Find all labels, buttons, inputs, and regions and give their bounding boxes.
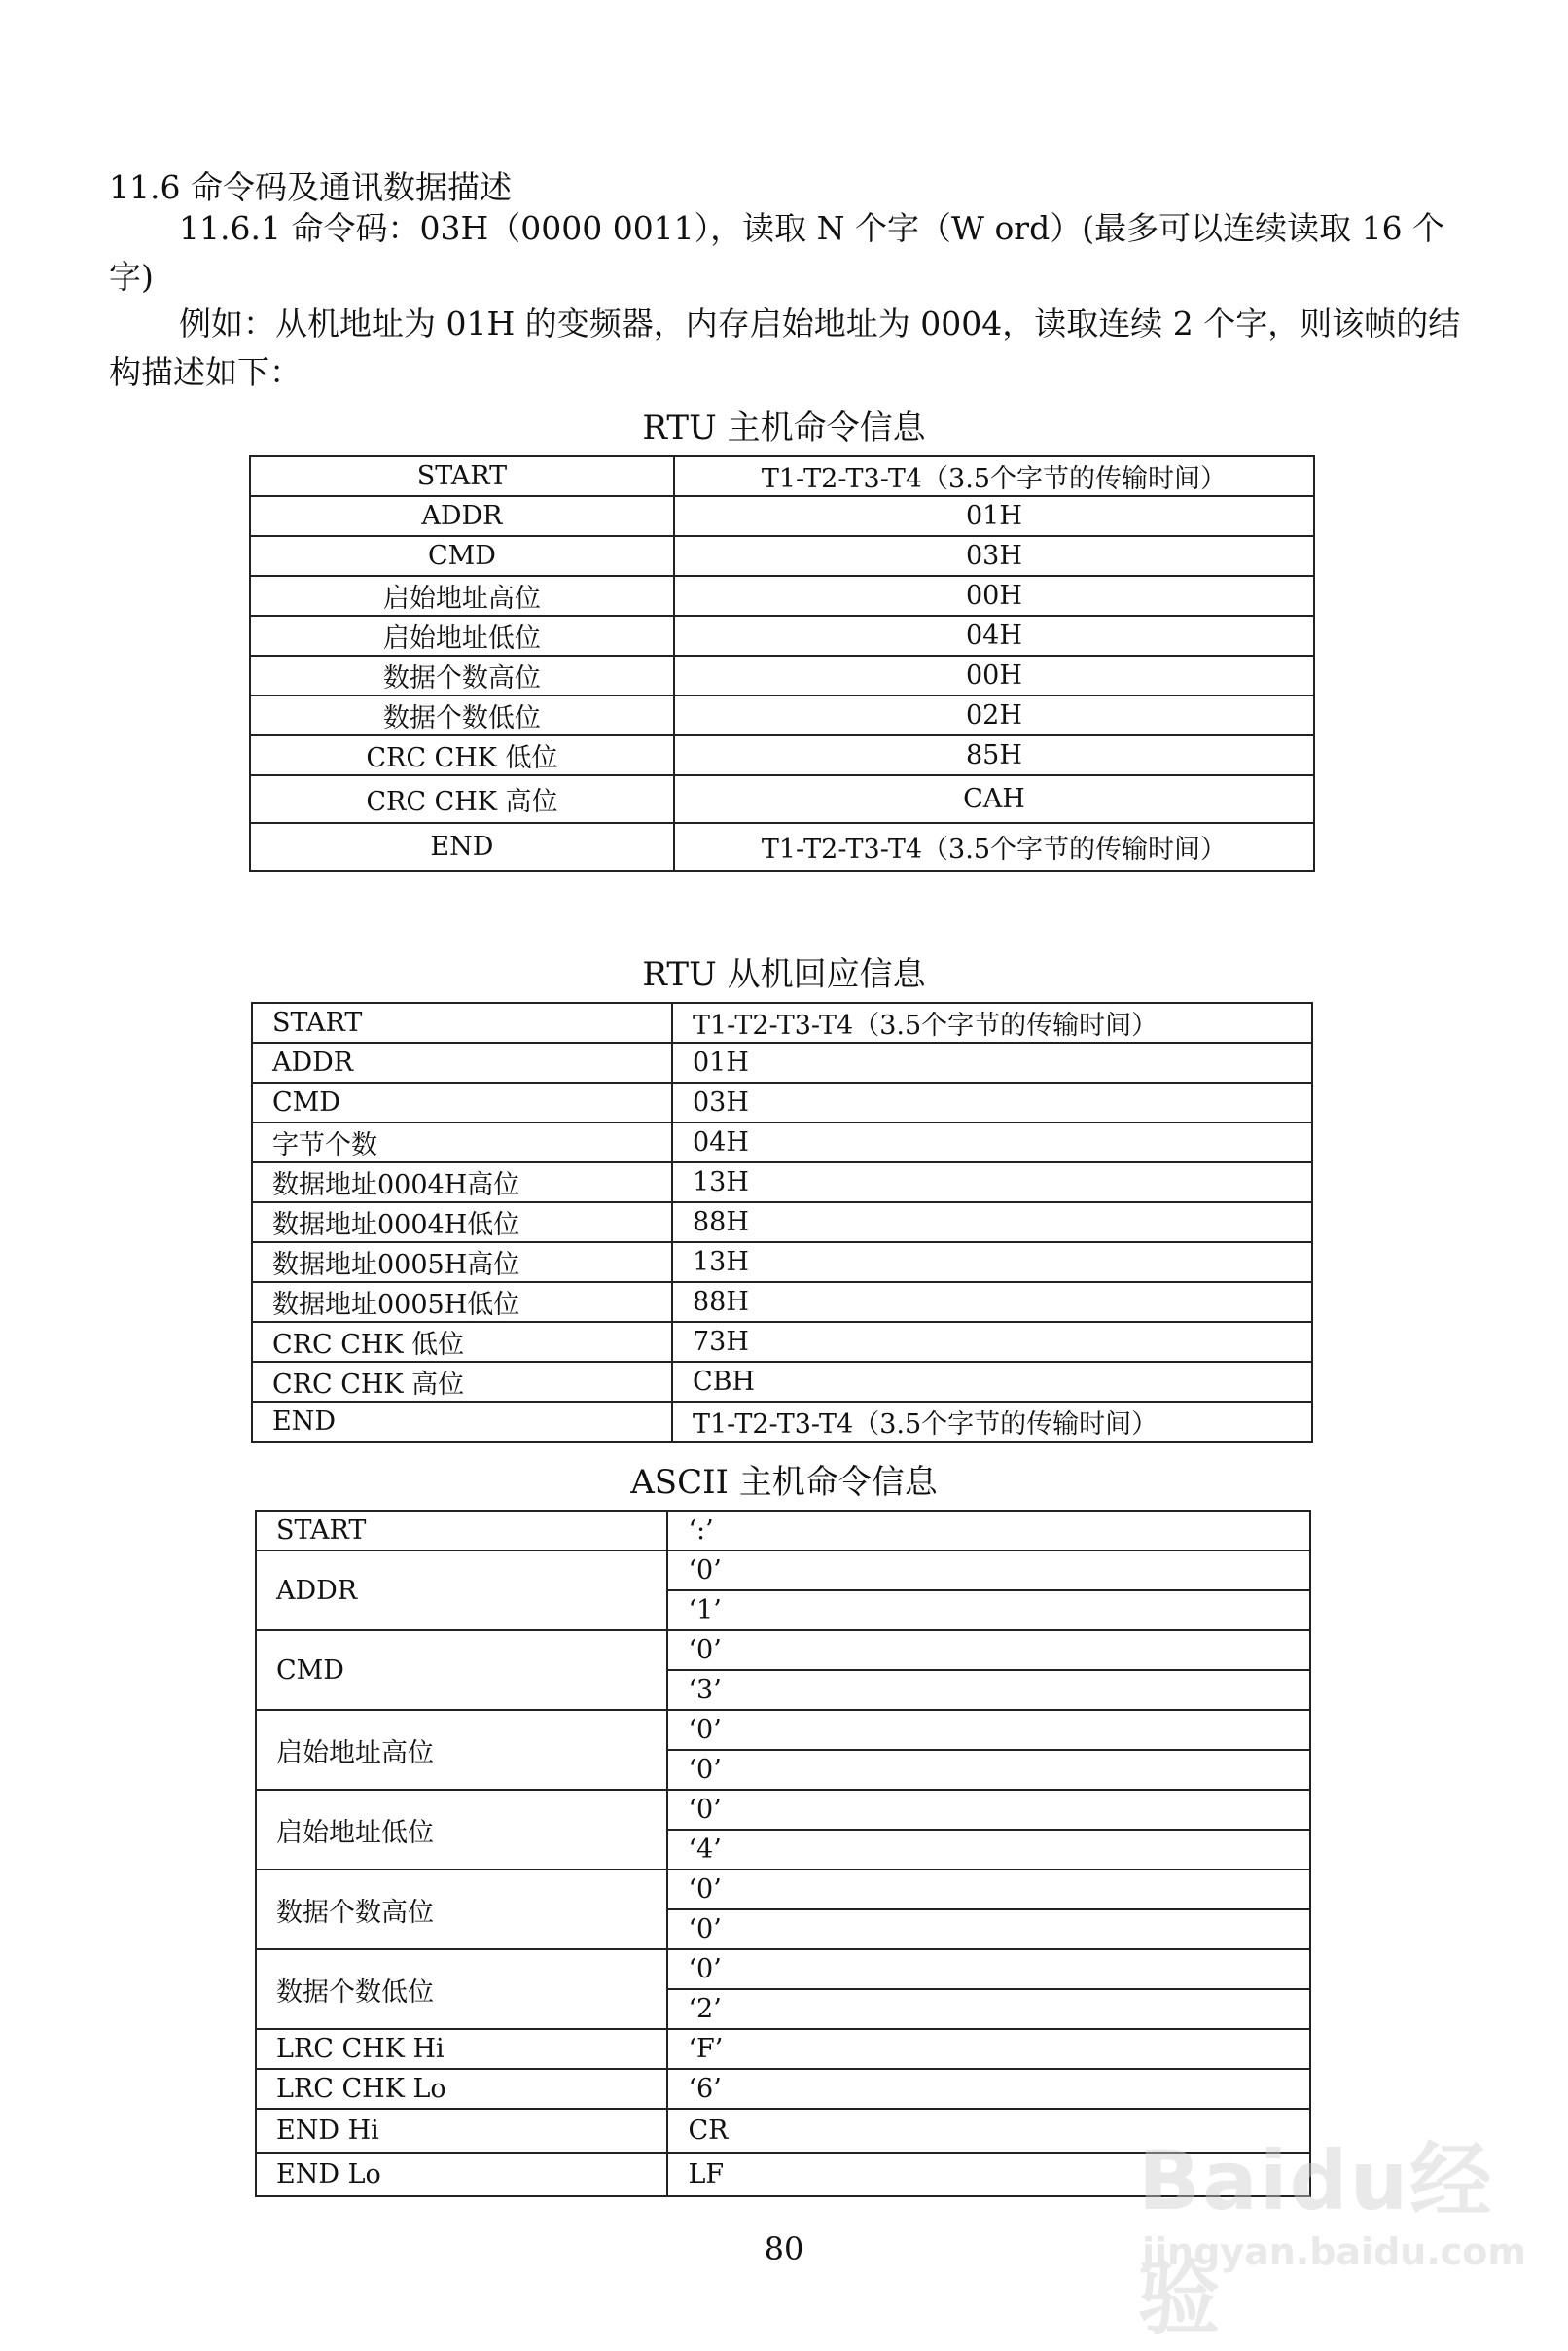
field-cell: 数据个数低位 (256, 1949, 667, 2029)
value-cell: T1-T2-T3-T4（3.5个字节的传输时间） (674, 823, 1314, 871)
value-cell: 04H (672, 1122, 1312, 1162)
value-cell: ‘0’ (667, 1550, 1310, 1590)
field-cell: ADDR (256, 1550, 667, 1630)
table-row (256, 1949, 1310, 1989)
table-row (252, 1322, 1312, 1362)
table-row (256, 1630, 1310, 1670)
table-row (252, 1282, 1312, 1322)
ascii-master-table (255, 1510, 1311, 2197)
rtu-slave-table (251, 1002, 1313, 1443)
field-cell: START (250, 456, 674, 496)
field-cell: END (250, 823, 674, 871)
field-cell: CMD (250, 536, 674, 576)
rtu-master-title: RTU 主机命令信息 (642, 409, 926, 447)
value-cell: ‘2’ (667, 1989, 1310, 2029)
value-cell: ‘0’ (667, 1750, 1310, 1790)
table-row (256, 2069, 1310, 2109)
table-row (252, 1162, 1312, 1202)
field-cell: CMD (256, 1630, 667, 1710)
field-cell: 数据个数低位 (250, 695, 674, 735)
value-cell: 88H (672, 1202, 1312, 1242)
section-heading: 11.6 命令码及通讯数据描述 (109, 168, 512, 206)
table-row (256, 1550, 1310, 1590)
table-row (256, 2029, 1310, 2069)
field-cell: START (252, 1003, 672, 1043)
value-cell: CR (667, 2109, 1310, 2153)
value-cell: ‘0’ (667, 1710, 1310, 1750)
table-row (252, 1202, 1312, 1242)
value-cell: ‘3’ (667, 1670, 1310, 1710)
value-cell: 01H (674, 496, 1314, 536)
table-row (252, 1402, 1312, 1442)
example-paragraph: 例如：从机地址为 01H 的变频器，内存启始地址为 0004，读取连续 2 个字，则该帧的结构描述如下： (109, 304, 1461, 391)
field-cell: 数据个数高位 (250, 656, 674, 695)
table-row (252, 1043, 1312, 1083)
field-cell: 数据地址0004H低位 (252, 1202, 672, 1242)
field-cell: 字节个数 (252, 1122, 672, 1162)
value-cell: ‘0’ (667, 1790, 1310, 1830)
table-row (250, 823, 1314, 871)
table-row (250, 576, 1314, 616)
value-cell: ‘0’ (667, 1949, 1310, 1989)
field-cell: ADDR (252, 1043, 672, 1083)
value-cell: CAH (674, 775, 1314, 823)
page-number: 80 (764, 2230, 804, 2267)
field-cell: ADDR (250, 496, 674, 536)
value-cell: 88H (672, 1282, 1312, 1322)
value-cell: T1-T2-T3-T4（3.5个字节的传输时间） (674, 456, 1314, 496)
value-cell: 00H (674, 656, 1314, 695)
field-cell: CRC CHK 高位 (252, 1362, 672, 1402)
rtu-slave-title: RTU 从机回应信息 (642, 955, 926, 994)
rtu-master-table (249, 455, 1315, 872)
table-row (256, 1870, 1310, 1909)
value-cell: 13H (672, 1162, 1312, 1202)
value-cell: 04H (674, 616, 1314, 656)
value-cell: ‘6’ (667, 2069, 1310, 2109)
field-cell: LRC CHK Hi (256, 2029, 667, 2069)
table-row (252, 1003, 1312, 1043)
baidu-watermark (1119, 2116, 1527, 2346)
field-cell: CRC CHK 低位 (252, 1322, 672, 1362)
field-cell: CMD (252, 1083, 672, 1122)
value-cell: ‘0’ (667, 1630, 1310, 1670)
table-row (256, 1511, 1310, 1550)
table-row (256, 1790, 1310, 1830)
table-row (250, 536, 1314, 576)
value-cell: 01H (672, 1043, 1312, 1083)
field-cell: 数据地址0005H低位 (252, 1282, 672, 1322)
value-cell: ‘0’ (667, 1909, 1310, 1949)
table-row (252, 1122, 1312, 1162)
value-cell: CBH (672, 1362, 1312, 1402)
field-cell: 数据地址0005H高位 (252, 1242, 672, 1282)
value-cell: 02H (674, 695, 1314, 735)
table-row (250, 775, 1314, 823)
value-cell: ‘0’ (667, 1870, 1310, 1909)
field-cell: 数据个数高位 (256, 1870, 667, 1949)
field-cell: END (252, 1402, 672, 1442)
value-cell: ‘1’ (667, 1590, 1310, 1630)
field-cell: CRC CHK 高位 (250, 775, 674, 823)
field-cell: LRC CHK Lo (256, 2069, 667, 2109)
value-cell: T1-T2-T3-T4（3.5个字节的传输时间） (672, 1402, 1312, 1442)
table-row (250, 456, 1314, 496)
table-row (250, 496, 1314, 536)
value-cell: ‘:’ (667, 1511, 1310, 1550)
value-cell: 00H (674, 576, 1314, 616)
table-row (250, 695, 1314, 735)
value-cell: ‘4’ (667, 1830, 1310, 1870)
command-code-paragraph: 11.6.1 命令码：03H（0000 0011），读取 N 个字（W ord）(最多可以连续读取 16 个字) (109, 209, 1445, 296)
field-cell: END Lo (256, 2153, 667, 2196)
table-row (252, 1083, 1312, 1122)
field-cell: CRC CHK 低位 (250, 735, 674, 775)
value-cell: 03H (674, 536, 1314, 576)
field-cell: START (256, 1511, 667, 1550)
value-cell: 73H (672, 1322, 1312, 1362)
table-row (252, 1242, 1312, 1282)
table-row (252, 1362, 1312, 1402)
table-row (250, 735, 1314, 775)
field-cell: END Hi (256, 2109, 667, 2153)
watermark-brand: Baidu经验 (1138, 2133, 1494, 2346)
field-cell: 启始地址低位 (256, 1790, 667, 1870)
field-cell: 启始地址高位 (256, 1710, 667, 1790)
field-cell: 启始地址低位 (250, 616, 674, 656)
value-cell: 03H (672, 1083, 1312, 1122)
value-cell: T1-T2-T3-T4（3.5个字节的传输时间） (672, 1003, 1312, 1043)
value-cell: ‘F’ (667, 2029, 1310, 2069)
field-cell: 启始地址高位 (250, 576, 674, 616)
value-cell: LF (667, 2153, 1310, 2196)
field-cell: 数据地址0004H高位 (252, 1162, 672, 1202)
value-cell: 85H (674, 735, 1314, 775)
table-row (250, 616, 1314, 656)
ascii-master-title: ASCII 主机命令信息 (630, 1463, 938, 1502)
table-row (256, 1710, 1310, 1750)
watermark-url: jingyan.baidu.com (1142, 2230, 1526, 2273)
value-cell: 13H (672, 1242, 1312, 1282)
table-row (250, 656, 1314, 695)
